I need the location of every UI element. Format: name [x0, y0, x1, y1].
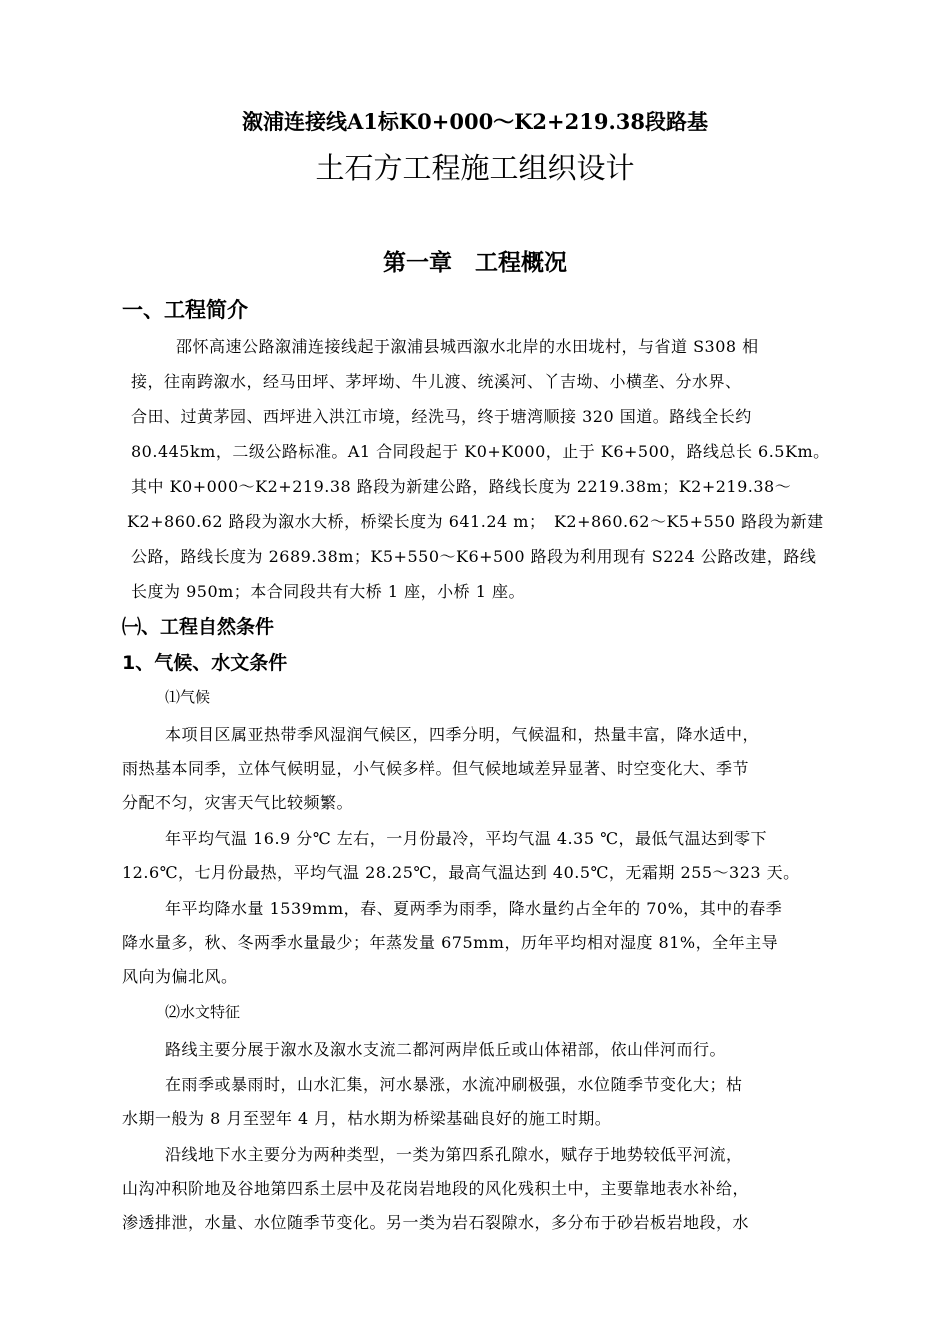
intro-line-4: 80.445km，二级公路标准。A1 合同段起于 K0+K000，止于 K6+500，路线总长 6.5Km。: [131, 442, 830, 461]
climate-p3-line-3: 风向为偏北风。: [122, 967, 238, 986]
subsubsection-heading: 1、气候、水文条件: [122, 652, 288, 674]
hydro-p3-line-3: 渗透排泄，水量、水位随季节变化。另一类为岩石裂隙水，多分布于砂岩板岩地段，水: [122, 1213, 750, 1232]
climate-p1-line-2: 雨热基本同季，立体气候明显，小气候多样。但气候地域差异显著、时空变化大、季节: [122, 759, 750, 778]
intro-line-3: 合田、过黄茅园、西坪进入洪江市境，经洗马，终于塘湾顺接 320 国道。路线全长约: [131, 407, 752, 426]
item-label-climate: ⑴气候: [165, 688, 211, 706]
climate-p3-line-2: 降水量多，秋、冬两季水量最少；年蒸发量 675mm，历年平均相对湿度 81%，全年主导: [122, 933, 779, 952]
climate-p1-line-3: 分配不匀，灾害天气比较频繁。: [122, 793, 354, 812]
hydro-p2-line-1: 在雨季或暴雨时，山水汇集，河水暴涨，水流冲刷极强，水位随季节变化大；枯: [165, 1075, 743, 1094]
hydro-p1-line-1: 路线主要分展于溆水及溆水支流二都河两岸低丘或山体裙部，依山伴河而行。: [165, 1040, 727, 1059]
item-label-hydrology: ⑵水文特征: [165, 1003, 241, 1021]
document-title-line2: 土石方工程施工组织设计: [315, 151, 635, 185]
climate-p3-line-1: 年平均降水量 1539mm，春、夏两季为雨季，降水量约占全年的 70%，其中的春季: [165, 899, 783, 918]
intro-line-6: K2+860.62 路段为溆水大桥，桥梁长度为 641.24 m； K2+860.62～K5+550 路段为新建: [127, 512, 824, 531]
intro-line-1: 邵怀高速公路溆浦连接线起于溆浦县城西溆水北岸的水田垅村，与省道 S308 相: [176, 337, 759, 356]
intro-line-2: 接，往南跨溆水，经马田坪、茅坪坳、牛儿渡、统溪河、丫吉坳、小横垄、分水界、: [131, 372, 742, 391]
hydro-p2-line-2: 水期一般为 8 月至翌年 4 月，枯水期为桥梁基础良好的施工时期。: [122, 1109, 612, 1128]
intro-line-8: 长度为 950m；本合同段共有大桥 1 座，小桥 1 座。: [131, 582, 526, 601]
hydro-p3-line-2: 山沟冲积阶地及谷地第四系土层中及花岗岩地段的风化残积土中，主要靠地表水补给，: [122, 1179, 750, 1198]
document-title-line1: 溆浦连接线A1标K0+000～K2+219.38段路基: [241, 109, 709, 134]
section-heading: 一、工程简介: [122, 298, 248, 322]
chapter-title: 第一章 工程概况: [383, 250, 567, 276]
climate-p1-line-1: 本项目区属亚热带季风湿润气候区，四季分明，气候温和，热量丰富，降水适中，: [165, 725, 760, 744]
climate-p2-line-1: 年平均气温 16.9 分℃ 左右，一月份最冷，平均气温 4.35 ℃，最低气温达到零下: [165, 829, 767, 848]
climate-p2-line-2: 12.6℃，七月份最热，平均气温 28.25℃，最高气温达到 40.5℃，无霜期 255～323 天。: [122, 863, 800, 882]
intro-line-5: 其中 K0+000～K2+219.38 路段为新建公路，路线长度为 2219.38m；K2+219.38～: [131, 477, 792, 496]
subsection-heading: ㈠、工程自然条件: [122, 616, 275, 638]
intro-line-7: 公路，路线长度为 2689.38m；K5+550～K6+500 路段为利用现有 S224 公路改建，路线: [131, 547, 817, 566]
hydro-p3-line-1: 沿线地下水主要分为两种类型，一类为第四系孔隙水，赋存于地势较低平河流，: [165, 1145, 743, 1164]
